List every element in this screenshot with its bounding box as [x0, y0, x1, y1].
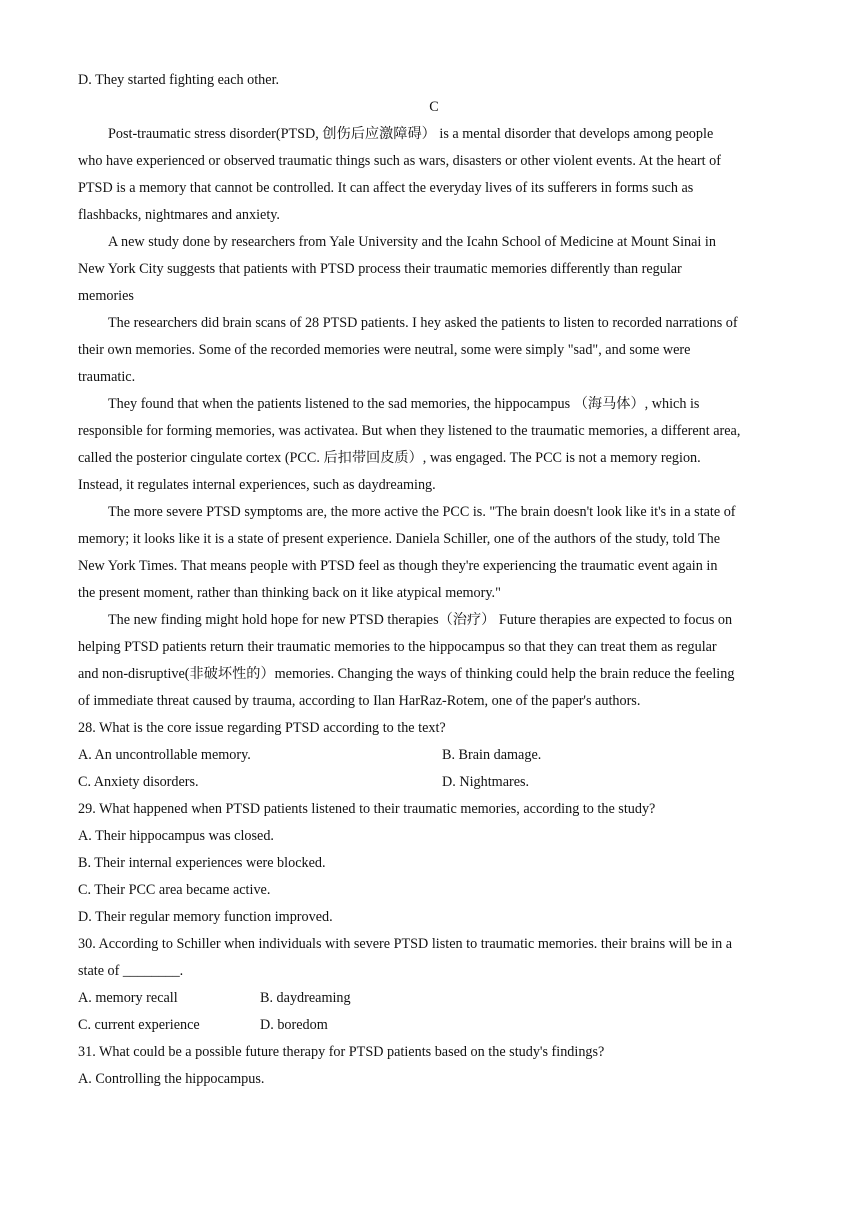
option-c[interactable]: C. Anxiety disorders.: [78, 774, 199, 790]
passage-line: and non-disruptive(非破坏性的）memories. Changing the ways of thinking could help the brain reduce the feeling: [78, 666, 735, 682]
passage-line: of immediate threat caused by trauma, according to Ilan HarRaz-Rotem, one of the paper's authors.: [78, 693, 641, 709]
option-d[interactable]: D. Nightmares.: [442, 774, 530, 790]
option-row: [78, 1012, 790, 1039]
passage-line: their own memories. Some of the recorded memories were neutral, some were simply "sad", and some were: [78, 342, 691, 358]
passage-line: The researchers did brain scans of 28 PTSD patients. I hey asked the patients to listen to recorded narrations of: [108, 315, 738, 331]
passage-line: traumatic.: [78, 369, 136, 385]
passage-line: memories: [78, 288, 134, 304]
passage-line: called the posterior cingulate cortex (PCC. 后扣带回皮质）, was engaged. The PCC is not a memory region.: [78, 450, 701, 466]
passage-line: memory; it looks like it is a state of present experience. Daniela Schiller, one of the authors of the study, told The: [78, 531, 721, 547]
passage-line: who have experienced or observed traumatic things such as wars, disasters or other violent events. At the heart of: [78, 153, 721, 169]
question-stem: 30. According to Schiller when individuals with severe PTSD listen to traumatic memories. their brains will be in a: [78, 936, 733, 952]
passage-paragraph-1: [78, 121, 790, 229]
passage: [78, 121, 790, 715]
option-b[interactable]: B. Brain damage.: [442, 747, 542, 763]
passage-line: responsible for forming memories, was activatea. But when they listened to the traumatic memories, a different area,: [78, 423, 741, 439]
passage-paragraph-6: [78, 607, 790, 715]
option-d[interactable]: D. boredom: [260, 1017, 328, 1033]
passage-line: helping PTSD patients return their traumatic memories to the hippocampus so that they can treat them as regular: [78, 639, 717, 655]
section-letter: C: [429, 99, 439, 115]
question-stem: 29. What happened when PTSD patients listened to their traumatic memories, according to the study?: [78, 801, 656, 817]
question-stem: 31. What could be a possible future therapy for PTSD patients based on the study's findings?: [78, 1044, 605, 1060]
passage-line: the present moment, rather than thinking back on it like atypical memory.": [78, 585, 501, 601]
option-c[interactable]: C. Their PCC area became active.: [78, 882, 271, 898]
passage-line: A new study done by researchers from Yale University and the Icahn School of Medicine at Mount Sinai in: [108, 234, 716, 250]
option-row: [78, 985, 790, 1012]
passage-line: New York City suggests that patients with PTSD process their traumatic memories differently than regular: [78, 261, 682, 277]
passage-line: New York Times. That means people with PTSD feel as though they're experiencing the traumatic event again in: [78, 558, 718, 574]
option-a[interactable]: A. Controlling the hippocampus.: [78, 1071, 265, 1087]
question-stem: 28. What is the core issue regarding PTSD according to the text?: [78, 720, 446, 736]
question-stem-continued: state of ________.: [78, 963, 184, 979]
option-row: [78, 769, 790, 796]
passage-paragraph-3: [78, 310, 790, 391]
passage-paragraph-4: [78, 391, 790, 499]
option-a[interactable]: A. memory recall: [78, 990, 178, 1006]
passage-line: PTSD is a memory that cannot be controlled. It can affect the everyday lives of its sufferers in forms such as: [78, 180, 694, 196]
passage-line: The more severe PTSD symptoms are, the more active the PCC is. "The brain doesn't look like it's in a state of: [108, 504, 736, 520]
passage-line: They found that when the patients listened to the sad memories, the hippocampus （海马体）, which is: [108, 396, 700, 412]
passage-line: Post-traumatic stress disorder(PTSD, 创伤后应激障碍） is a mental disorder that develops among people: [108, 126, 714, 142]
passage-line: Instead, it regulates internal experiences, such as daydreaming.: [78, 477, 436, 493]
passage-line: The new finding might hold hope for new PTSD therapies（治疗） Future therapies are expected to focus on: [108, 612, 733, 628]
option-d[interactable]: D. Their regular memory function improved.: [78, 909, 333, 925]
option-b[interactable]: B. daydreaming: [260, 990, 351, 1006]
passage-line: flashbacks, nightmares and anxiety.: [78, 207, 280, 223]
option-a[interactable]: A. An uncontrollable memory.: [78, 747, 251, 763]
option-b[interactable]: B. Their internal experiences were blocked.: [78, 855, 326, 871]
option-a[interactable]: A. Their hippocampus was closed.: [78, 828, 274, 844]
passage-paragraph-5: [78, 499, 790, 607]
question-28: [78, 715, 790, 796]
option-c[interactable]: C. current experience: [78, 1017, 200, 1033]
question-30: [78, 931, 790, 1039]
question-31: [78, 1039, 790, 1093]
option-row: [78, 742, 790, 769]
passage-paragraph-2: [78, 229, 790, 310]
previous-question-option-d: D. They started fighting each other.: [78, 72, 280, 88]
question-29: [78, 796, 790, 931]
